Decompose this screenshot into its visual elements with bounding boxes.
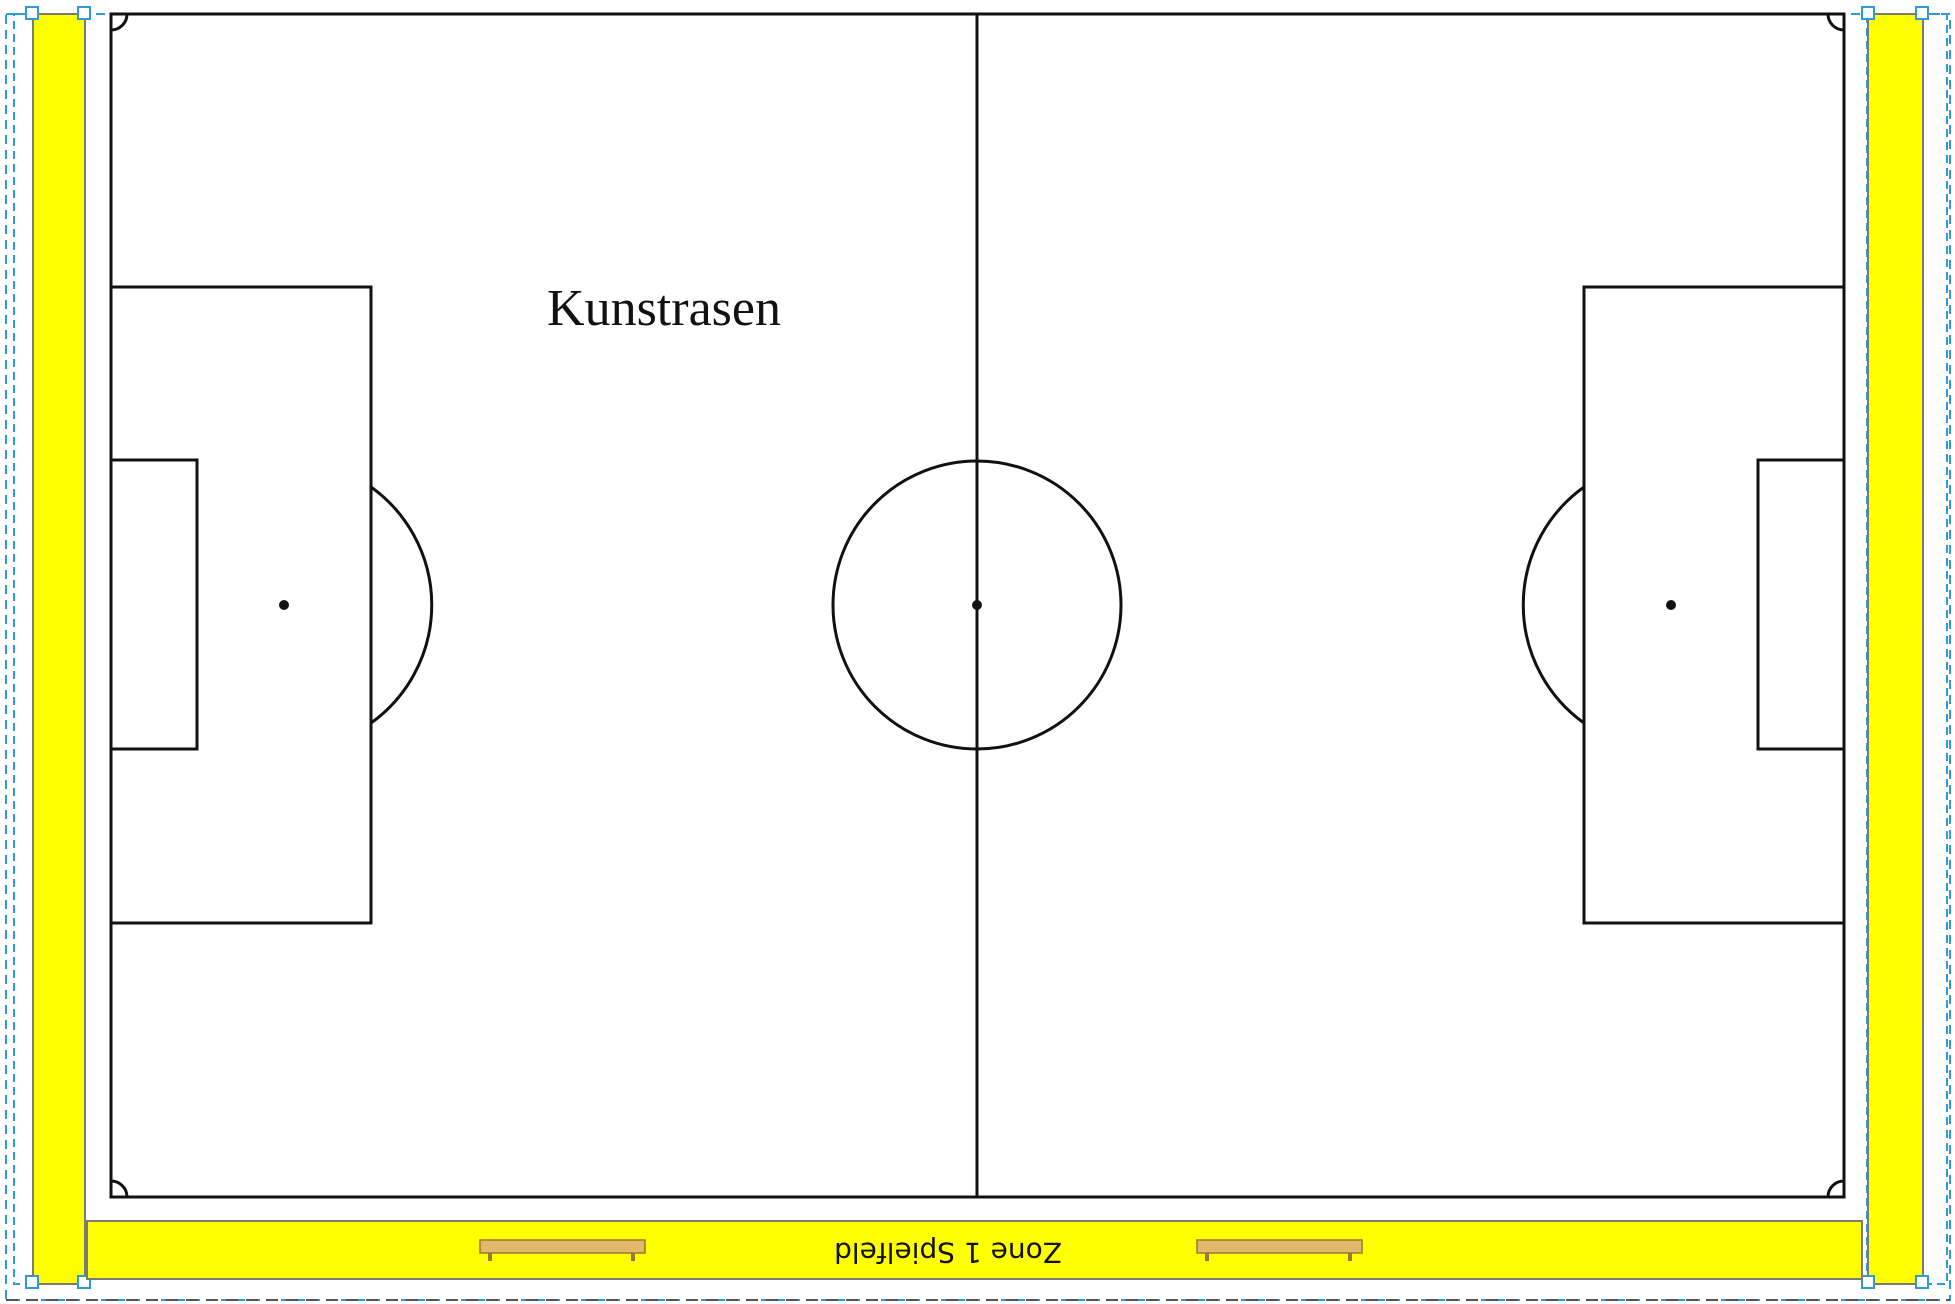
left-zone-band[interactable] xyxy=(33,14,85,1284)
left-zone[interactable] xyxy=(14,7,90,1288)
right-zone[interactable] xyxy=(1862,7,1947,1288)
zone-label: Zone 1 Spielfeld xyxy=(834,1236,1062,1269)
right-zone-band[interactable] xyxy=(1868,14,1923,1284)
selection-handle-icon[interactable] xyxy=(26,7,38,19)
selection-handle-icon[interactable] xyxy=(1916,1276,1928,1288)
bottom-zone[interactable] xyxy=(87,1221,1862,1279)
selection-handle-icon[interactable] xyxy=(1862,7,1874,19)
surface-label[interactable]: Kunstrasen xyxy=(547,280,781,337)
left-penalty-spot xyxy=(279,600,289,610)
center-spot xyxy=(972,600,982,610)
right-penalty-spot xyxy=(1666,600,1676,610)
selection-handle-icon[interactable] xyxy=(78,7,90,19)
selection-handle-icon[interactable] xyxy=(26,1276,38,1288)
selection-handle-icon[interactable] xyxy=(1862,1276,1874,1288)
selection-handle-icon[interactable] xyxy=(1916,7,1928,19)
